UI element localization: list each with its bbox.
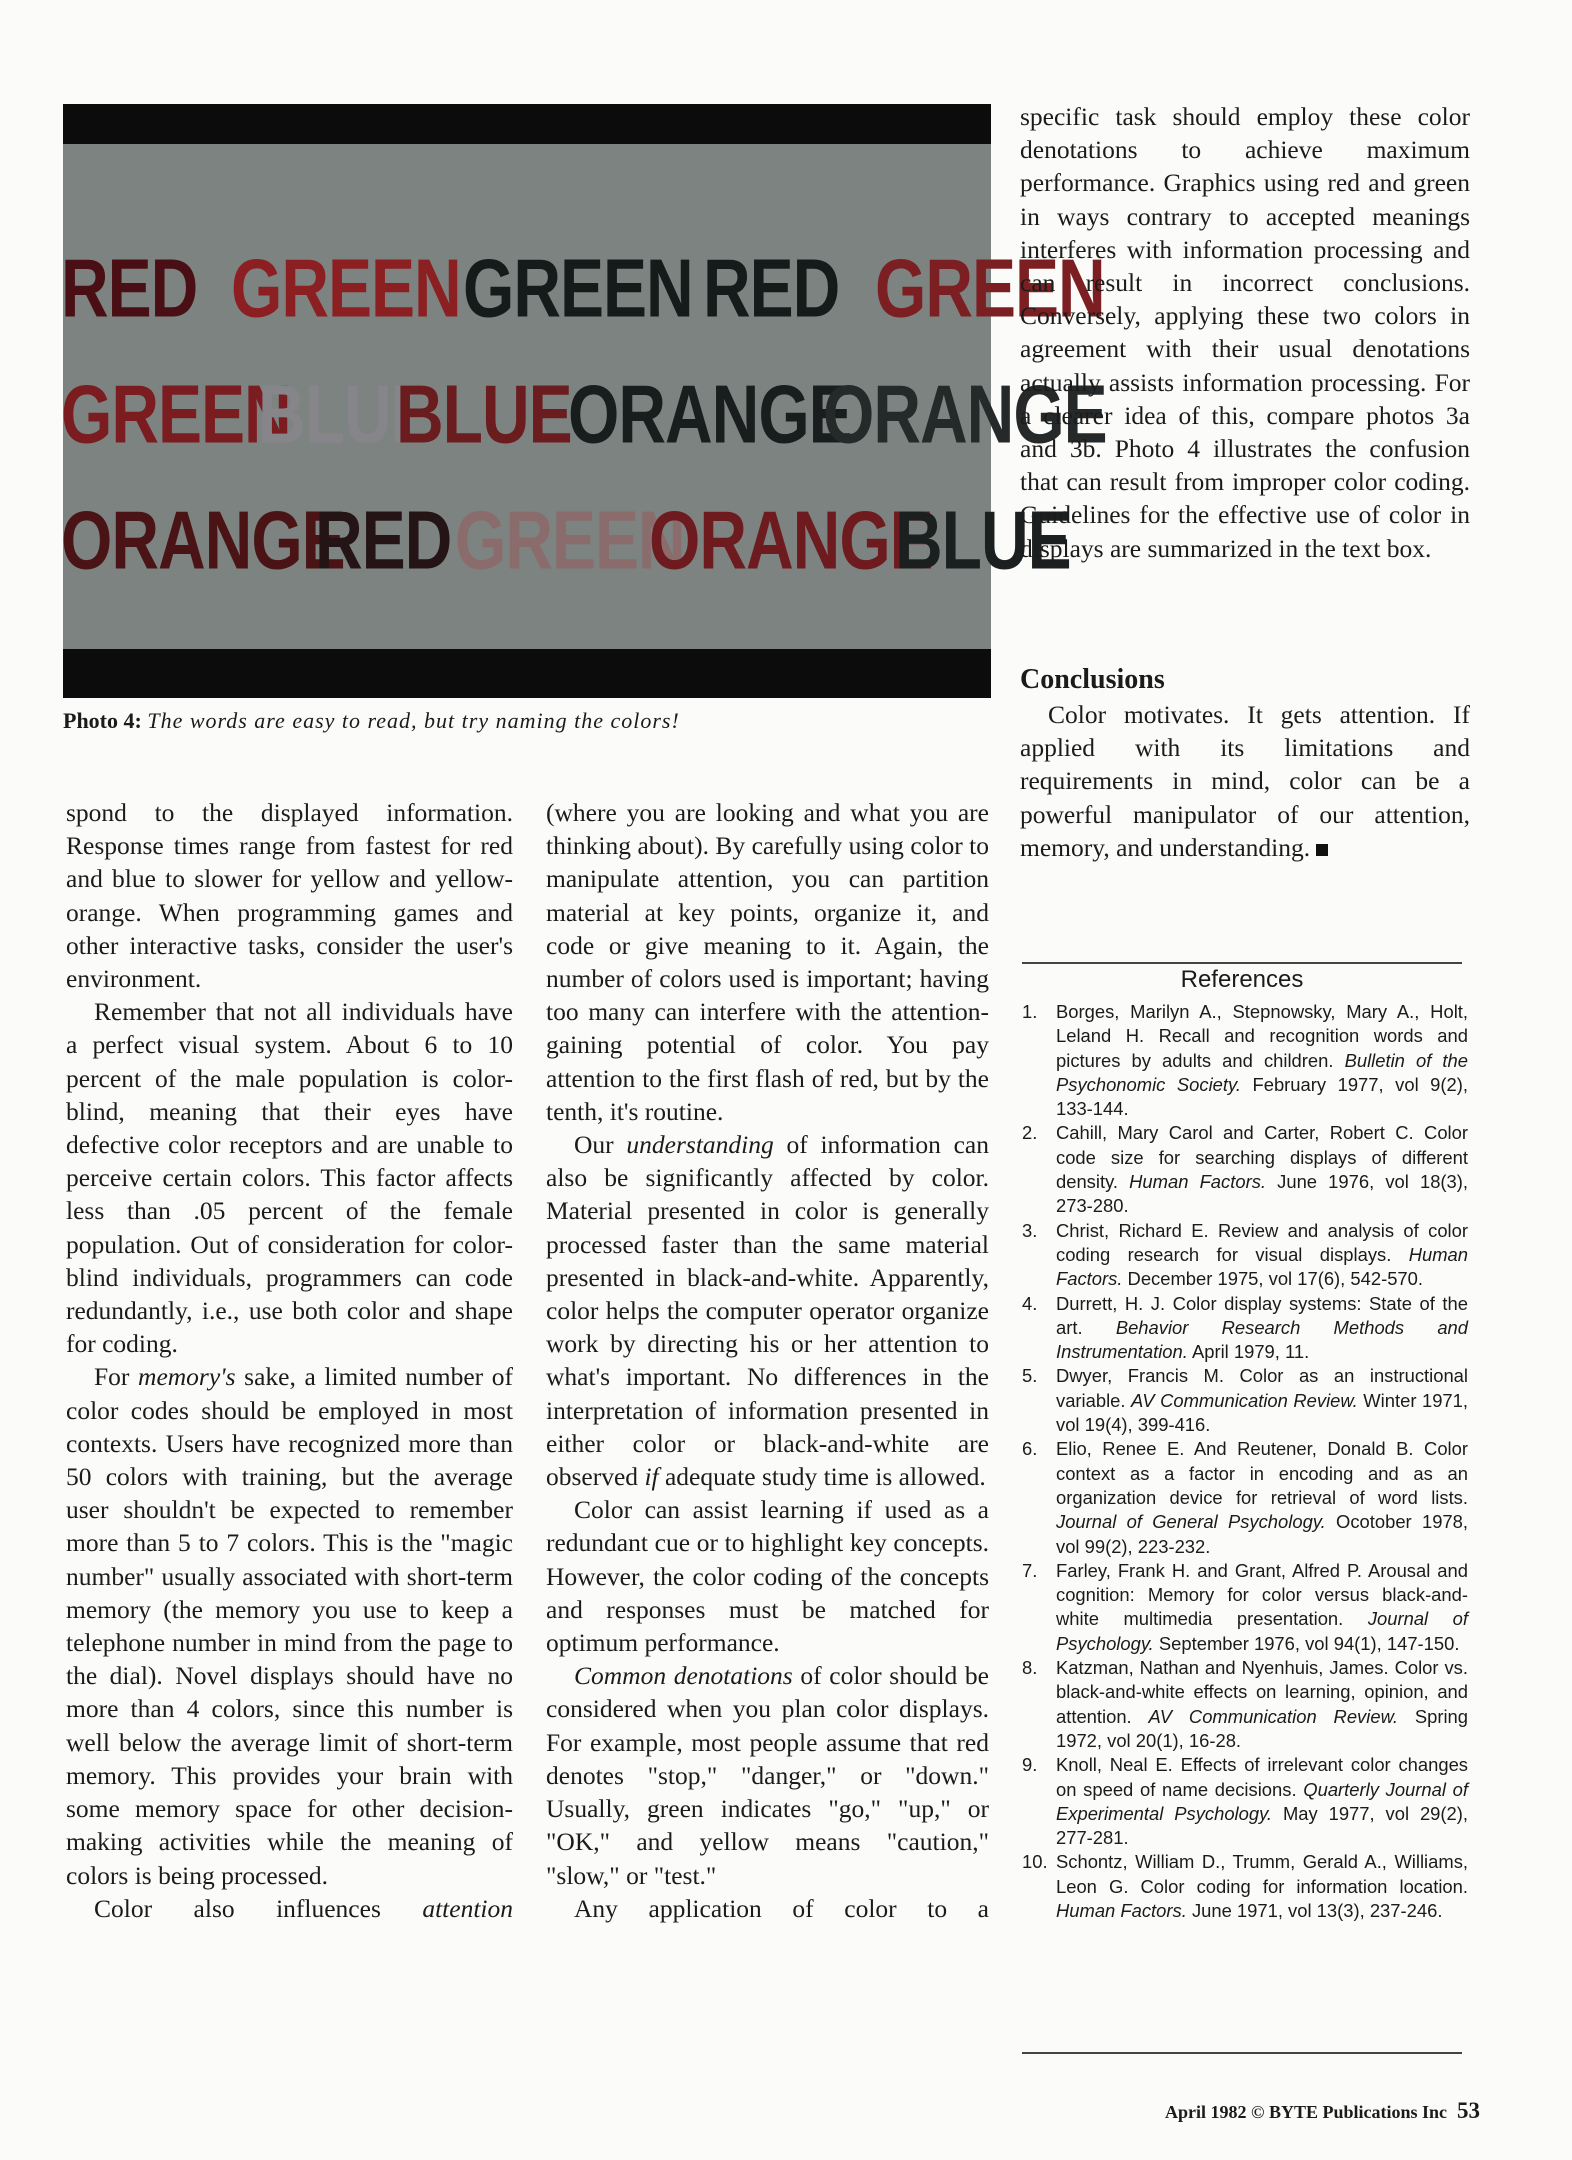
text-run: Dwyer, Francis M. Color as an instructional variable.: [1056, 1365, 1468, 1411]
emphasis: Common denotations: [574, 1661, 793, 1691]
text-column-2: [546, 796, 989, 1925]
paragraph: [66, 1360, 513, 1891]
emphasis: understanding: [626, 1130, 774, 1160]
emphasis: Human Factors.: [1056, 1899, 1187, 1921]
stroop-color-words-screen: [61, 144, 1107, 649]
emphasis: attention: [422, 1893, 513, 1923]
text-run: Spring 1972, vol 20(1), 16-28.: [1056, 1705, 1468, 1751]
text-run: Color motivates. It gets attention. If applied with its limitations and requirements in mind, color can be a powerful manipulator of our attention, memory, and understanding.: [1020, 700, 1470, 862]
text-run: sake, a limited number of color codes should be employed in most contexts. Users have recognized more than 50 colors with training, but the average user shouldn't be expected to remember more than 5 to 7 colors. This is the "magic number" usually associated with short-term memory (the memory you use to keep a telephone number in mind from the page to the dial). Novel displays should have no more than 4 colors, since this number is well below the average limit of short-term memory. This provides your brain with some memory space for other decision-making activities while the meaning of colors is being processed.: [66, 1362, 513, 1890]
color-word: GREEN: [875, 241, 1105, 334]
reference-item: [1022, 1437, 1468, 1558]
emphasis: if: [644, 1462, 659, 1492]
color-word: GREEN: [455, 493, 685, 586]
paragraph: [66, 1892, 513, 1925]
text-run: Elio, Renee E. And Reutener, Donald B. Color context as a factor in encoding and as an organization device for retrieval of word lists.: [1056, 1438, 1468, 1508]
conclusions-body: [1020, 698, 1470, 864]
reference-number: 6.: [1022, 1438, 1038, 1460]
color-word: ORANGE: [568, 367, 852, 460]
text-run: adequate study time is allowed.: [658, 1462, 986, 1492]
reference-item: [1022, 1364, 1468, 1437]
reference-number: 3.: [1022, 1219, 1038, 1241]
reference-item: [1022, 1000, 1468, 1121]
reference-item: [1022, 1121, 1468, 1218]
text-run: April 1979, 11.: [1187, 1341, 1310, 1363]
text-run: of information can also be significantly affected by color. Material presented in color is generally processed faster than the same material presented in black-and-white. Apparently, color helps the computer operator organize work by directing his or her attention to what's important. No differences in the interpretation of information presented in either color or black-and-white are observed: [546, 1130, 989, 1492]
emphasis: Behavior Research Methods and Instrumentation.: [1056, 1316, 1469, 1363]
color-word: ORANGE: [61, 493, 345, 586]
footer-text: April 1982 © BYTE Publications Inc: [1165, 2102, 1447, 2122]
color-word: RED: [61, 241, 198, 334]
text-run: June 1971, vol 13(3), 237-246.: [1186, 1899, 1443, 1921]
emphasis: Quarterly Journal of Experimental Psychology.: [1056, 1778, 1468, 1824]
reference-number: 1.: [1022, 1001, 1038, 1022]
photo-caption: [63, 708, 993, 734]
color-word: ORANGE: [649, 493, 933, 586]
reference-item: [1022, 1850, 1468, 1923]
paragraph: [546, 1128, 989, 1493]
text-column-3: [1020, 100, 1470, 565]
text-column-1: [66, 796, 513, 1925]
text-run: May 1977, vol 29(2), 277-281.: [1056, 1802, 1468, 1849]
reference-item: [1022, 1219, 1468, 1292]
end-mark-icon: [1316, 844, 1328, 856]
text-run: December 1975, vol 17(6), 542-570.: [1122, 1268, 1423, 1290]
color-word: GREEN: [231, 241, 461, 334]
color-word: BLUE: [396, 367, 572, 460]
reference-number: 4.: [1022, 1292, 1038, 1314]
paragraph: spond to the displayed information. Response times range from fastest for red and blue to slower for yellow and yellow-orange. When programming games and other interactive tasks, consider the user's environment.: [66, 798, 513, 994]
emphasis: Journal of General Psychology.: [1056, 1511, 1326, 1533]
color-word: GREEN: [463, 241, 693, 334]
text-run: Farley, Frank H. and Grant, Alfred P. Arousal and cognition: Memory for color versus black-and-white multimedia presentation.: [1056, 1559, 1468, 1630]
color-word: RED: [315, 493, 452, 586]
caption-text: The words are easy to read, but try naming the colors!: [147, 708, 680, 733]
text-run: Schontz, William D., Trumm, Gerald A., Williams, Leon G. Color coding for information location.: [1056, 1851, 1468, 1897]
paragraph: Remember that not all individuals have a perfect visual system. About 6 to 10 percent of the male population is color-blind, meaning that their eyes have defective color receptors and are unable to perceive certain colors. This factor affects less than .05 percent of the female population. Out of consideration for color-blind individuals, programmers can code redundantly, i.e., use both color and shape for coding.: [66, 997, 513, 1359]
references-bottom-rule: [1022, 2052, 1462, 2054]
text-run: Our: [574, 1130, 627, 1160]
reference-number: 5.: [1022, 1365, 1038, 1387]
references-top-rule: [1022, 962, 1462, 964]
text-run: Durrett, H. J. Color display systems: State of the art.: [1056, 1292, 1468, 1338]
reference-item: [1022, 1559, 1468, 1656]
emphasis: AV Communication Review.: [1131, 1389, 1358, 1411]
text-run: of color should be considered when you plan color displays. For example, most people assume that red denotes "stop," "danger," or "down." Usually, green indicates "go," "up," or "OK," and yellow means "caution," "slow," or "test.": [546, 1661, 989, 1890]
text-run: Ocotober 1978, vol 99(2), 223-232.: [1056, 1511, 1468, 1557]
reference-item: [1022, 1292, 1468, 1365]
text-run: February 1977, vol 9(2), 133-144.: [1056, 1073, 1469, 1120]
color-word: BLUE: [895, 493, 1071, 586]
text-run: For: [94, 1362, 139, 1392]
emphasis: Human Factors.: [1129, 1171, 1267, 1193]
emphasis: Human Factors.: [1056, 1243, 1468, 1290]
reference-number: 7.: [1022, 1559, 1038, 1581]
paragraph: [1020, 698, 1470, 864]
text-run: Knoll, Neal E. Effects of irrelevant color changes on speed of name decisions.: [1056, 1754, 1468, 1800]
emphasis: Bulletin of the Psychonomic Society.: [1056, 1049, 1468, 1095]
paragraph: Color can assist learning if used as a redundant cue or to highlight key concepts. However, the color coding of the concepts and responses must be matched for optimum performance.: [546, 1495, 989, 1658]
text-run: Color also influences: [94, 1893, 423, 1923]
paragraph: specific task should employ these color denotations to achieve maximum performance. Graphics using red and green in ways contrary to accepted meanings interferes with information processing and can result in incorrect conclusions. Conversely, applying these two colors in agreement with their usual denotations actually assists information processing. For a clearer idea of this, compare photos 3a and 3b. Photo 4 illustrates the confusion that can result from improper color coding. Guidelines for the effective use of color in displays are summarized in the text box.: [1020, 102, 1470, 563]
color-word: ORANGE: [823, 367, 1107, 460]
color-word: RED: [703, 241, 840, 334]
reference-number: 2.: [1022, 1122, 1038, 1144]
paragraph: (where you are looking and what you are thinking about). By carefully using color to manipulate attention, you can partition material at key points, organize it, and code or give meaning to it. Again, the number of colors used is important; having too many can interfere with the attention-gaining potential of color. You pay attention to the first flash of red, but by the tenth, it's routine.: [546, 798, 989, 1126]
reference-item: [1022, 1753, 1468, 1850]
references-list: [1022, 1000, 1468, 1923]
color-word: BLUE: [258, 367, 434, 460]
page-number: 53: [1457, 2098, 1480, 2123]
emphasis: memory's: [138, 1362, 236, 1392]
reference-number: 9.: [1022, 1754, 1038, 1776]
page-footer: [1150, 2098, 1480, 2124]
paragraph: [546, 1659, 989, 1891]
references-title: References: [1180, 966, 1304, 993]
text-run: Borges, Marilyn A., Stepnowsky, Mary A., Holt, Leland H. Recall and recognition words and pictures by adults and children.: [1056, 1001, 1468, 1071]
text-run: June 1976, vol 18(3), 273-280.: [1056, 1171, 1469, 1217]
text-run: September 1976, vol 94(1), 147-150.: [1153, 1632, 1460, 1654]
color-word: GREEN: [61, 367, 291, 460]
reference-number: 8.: [1022, 1657, 1038, 1679]
reference-item: [1022, 1656, 1468, 1753]
conclusions-heading: Conclusions: [1020, 664, 1165, 695]
emphasis: AV Communication Review.: [1148, 1705, 1398, 1727]
reference-number: 10.: [1022, 1851, 1048, 1873]
text-run: Cahill, Mary Carol and Carter, Robert C. Color code size for searching displays of different density.: [1056, 1122, 1468, 1193]
caption-label: Photo 4:: [63, 708, 142, 733]
text-run: Winter 1971, vol 19(4), 399-416.: [1056, 1389, 1468, 1436]
text-run: Christ, Richard E. Review and analysis of color coding research for visual displays.: [1056, 1219, 1468, 1265]
paragraph: Any application of color to a: [574, 1893, 989, 1923]
text-run: Katzman, Nathan and Nyenhuis, James. Color vs. black-and-white effects on learning, opinion, and attention.: [1056, 1657, 1468, 1727]
emphasis: Journal of Psychology.: [1056, 1608, 1469, 1654]
